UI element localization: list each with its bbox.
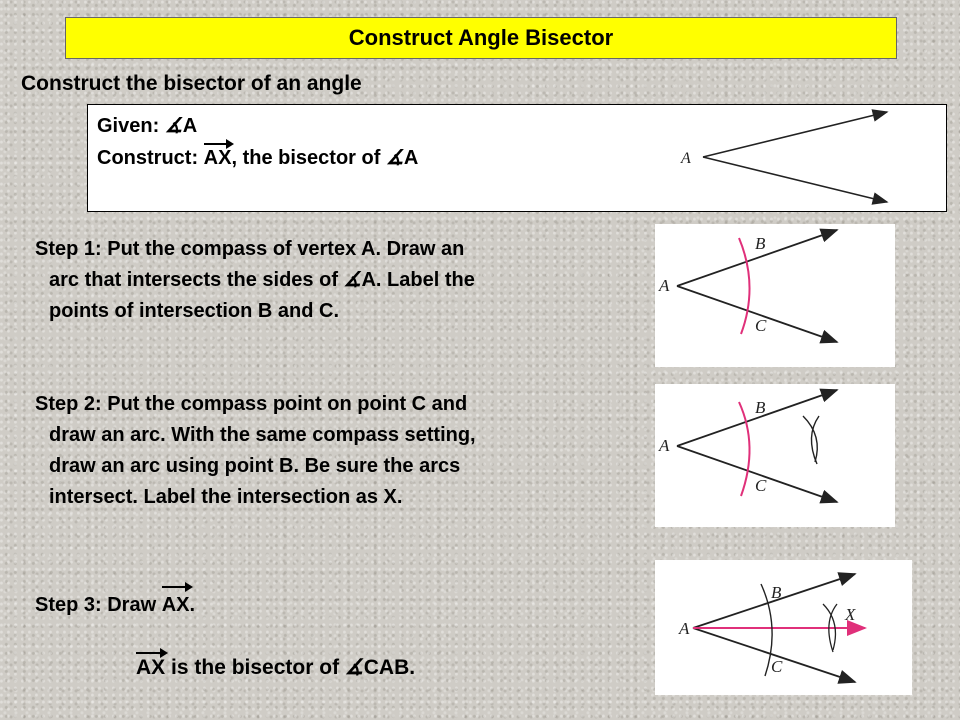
given-vertex: A	[182, 115, 198, 137]
step-1-line-2b: A. Label the	[361, 269, 475, 291]
step-3-line-1a: Step 3: Draw	[35, 594, 157, 616]
construct-label: Construct:	[97, 147, 199, 169]
step-2	[35, 389, 476, 513]
point-c-label: C	[755, 316, 767, 335]
point-c-label: C	[771, 657, 783, 676]
vertex-label: A	[679, 619, 690, 638]
angle-symbol-icon: ∡	[385, 147, 404, 169]
given-angle-figure	[673, 105, 960, 211]
vertex-label: A	[659, 276, 670, 295]
construct-vertex: A	[403, 147, 419, 169]
point-b-label: B	[755, 234, 766, 253]
ray-ax: AX	[136, 656, 166, 679]
ray-ax: AX	[162, 590, 190, 621]
step-2-line-3: draw an arc using point B. Be sure the arcs	[49, 455, 461, 477]
angle-symbol-icon: ∡	[344, 656, 364, 679]
arc-from-c	[811, 416, 819, 464]
step-1-figure	[655, 224, 895, 367]
slide-subtitle: Construct the bisector of an angle	[21, 72, 362, 95]
step-1-line-1: Step 1: Put the compass of vertex A. Draw an	[35, 238, 465, 260]
ray-ax: AX	[203, 147, 232, 169]
given-label: Given:	[97, 115, 160, 137]
ray-upper	[703, 112, 887, 157]
step-2-line-1: Step 2: Put the compass point on point C and	[35, 393, 468, 415]
construct-text: , the bisector of	[231, 147, 381, 169]
ray-lower	[703, 157, 887, 202]
result-text: is the bisector of	[171, 656, 340, 679]
step-2-line-2: draw an arc. With the same compass setting,	[49, 424, 476, 446]
construct-line	[97, 145, 418, 170]
step-2-figure	[655, 384, 895, 527]
given-box	[87, 104, 947, 212]
compass-arc	[739, 402, 750, 496]
vertex-label: A	[681, 150, 691, 167]
step-1-line-3: points of intersection B and C.	[49, 300, 340, 322]
point-c-label: C	[755, 476, 767, 495]
point-b-label: B	[771, 583, 782, 602]
step-3	[35, 590, 195, 621]
result-line	[136, 655, 415, 680]
given-line	[97, 113, 197, 138]
compass-arc	[739, 238, 750, 334]
step-1-line-2	[35, 265, 475, 296]
slide-title: Construct Angle Bisector	[65, 17, 897, 59]
step-1	[35, 234, 475, 327]
step-3-line-1b: .	[189, 594, 196, 616]
step-3-figure	[655, 560, 912, 695]
angle-symbol-icon: ∡	[343, 269, 362, 291]
angle-symbol-icon: ∡	[164, 115, 183, 137]
step-2-line-4: intersect. Label the intersection as X.	[49, 486, 403, 508]
step-1-line-2a: arc that intersects the sides of	[49, 269, 338, 291]
result-angle-name: CAB.	[363, 656, 416, 679]
vertex-label: A	[659, 436, 670, 455]
point-b-label: B	[755, 398, 766, 417]
point-x-label: X	[845, 605, 856, 624]
